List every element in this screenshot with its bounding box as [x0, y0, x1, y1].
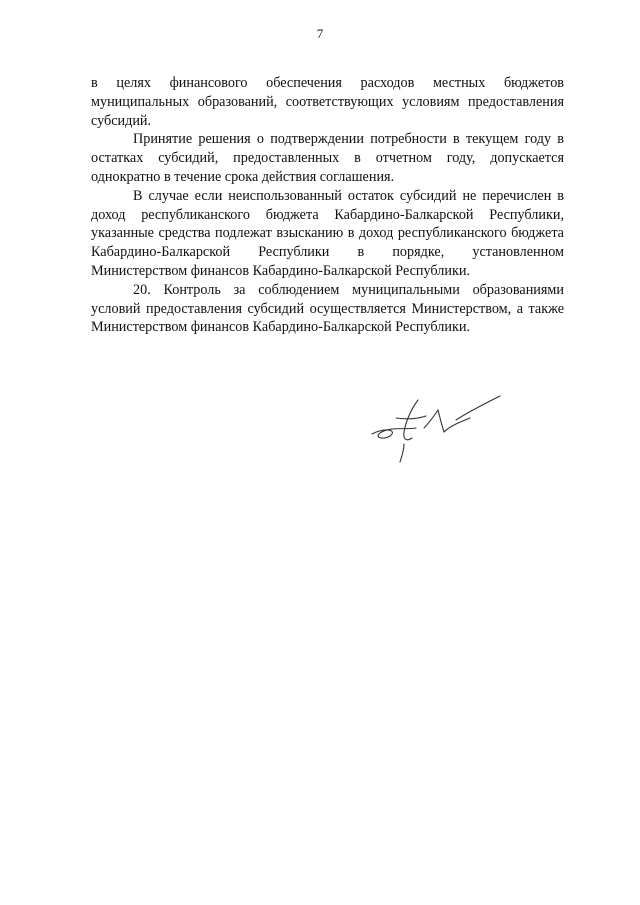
- paragraph-continuation: в целях финансового обеспечения расходов местных бюджетов муниципальных образований, соответствующих условиям предоставления субсидий.: [91, 75, 564, 129]
- paragraph-unused-balance: В случае если неиспользованный остаток субсидий не перечислен в доход республиканского бюджета Кабардино-Балкарской Республики, указанные средства подлежат взысканию в доход республиканского бюджета Кабардино-Балкарской Республики в порядке, установленном Министерством финансов Кабардино-Балкарской Республики.: [91, 187, 564, 279]
- paragraph-control: 20. Контроль за соблюдением муниципальными образованиями условий предоставления субсидий осуществляется Министерством, а также Министерством финансов Кабардино-Балкарской Республики.: [91, 281, 564, 336]
- page-number: 7: [316, 26, 324, 41]
- handwritten-signature: [360, 392, 510, 472]
- paragraph-decision: Принятие решения о подтверждении потребности в текущем году в остатках субсидий, предоставленных в отчетном году, допускается однократно в течение срока действия соглашения.: [91, 131, 564, 185]
- document-body: [91, 74, 564, 337]
